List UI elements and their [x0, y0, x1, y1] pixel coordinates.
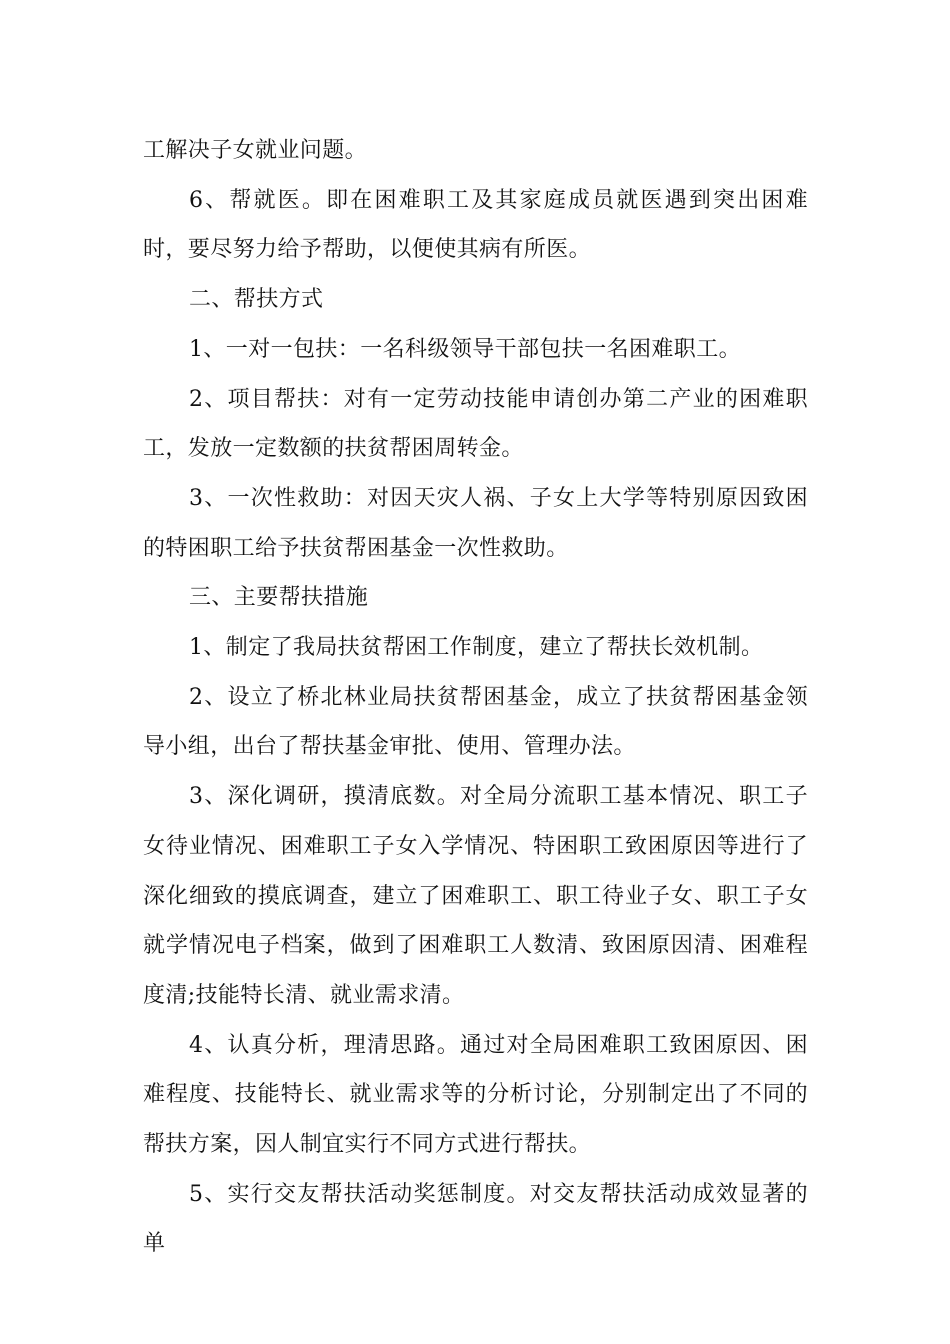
section-heading-measures: 三、主要帮扶措施: [189, 585, 369, 611]
document-body: [143, 126, 808, 1269]
paragraph-continuation: 工解决子女就业问题。: [143, 138, 368, 163]
paragraph-item-rewards: 5、实行交友帮扶活动奖惩制度。对交友帮扶活动成效显著的单: [143, 1181, 808, 1257]
paragraph-item-analysis: 4、认真分析，理清思路。通过对全局困难职工致困原因、困难程度、技能特长、就业需求等的分析讨论，分别制定出了不同的帮扶方案，因人制宜实行不同方式进行帮扶。: [143, 1032, 808, 1158]
section-heading-methods: 二、帮扶方式: [189, 287, 324, 313]
paragraph-item-system: 1、制定了我局扶贫帮困工作制度，建立了帮扶长效机制。: [189, 635, 764, 661]
paragraph-item-one-time-aid: 3、一次性救助：对因天灾人祸、子女上大学等特别原因致困的特困职工给予扶贫帮困基金一次性救助。: [143, 485, 808, 561]
paragraph-item-medical: 6、帮就医。即在困难职工及其家庭成员就医遇到突出困难时，要尽努力给予帮助，以便使其病有所医。: [143, 187, 808, 263]
paragraph-item-fund: 2、设立了桥北林业局扶贫帮困基金，成立了扶贫帮困基金领导小组，出台了帮扶基金审批、使用、管理办法。: [143, 684, 808, 760]
paragraph-item-one-on-one: 1、一对一包扶：一名科级领导干部包扶一名困难职工。: [189, 336, 741, 362]
paragraph-item-survey: 3、深化调研，摸清底数。对全局分流职工基本情况、职工子女待业情况、困难职工子女入学情况、特困职工致困原因等进行了深化细致的摸底调查，建立了困难职工、职工待业子女、职工子女就学情况电子档案，做到了困难职工人数清、致困原因清、困难程度清;技能特长清、就业需求清。: [143, 784, 808, 1008]
paragraph-item-project: 2、项目帮扶：对有一定劳动技能申请创办第二产业的困难职工，发放一定数额的扶贫帮困周转金。: [143, 386, 808, 462]
